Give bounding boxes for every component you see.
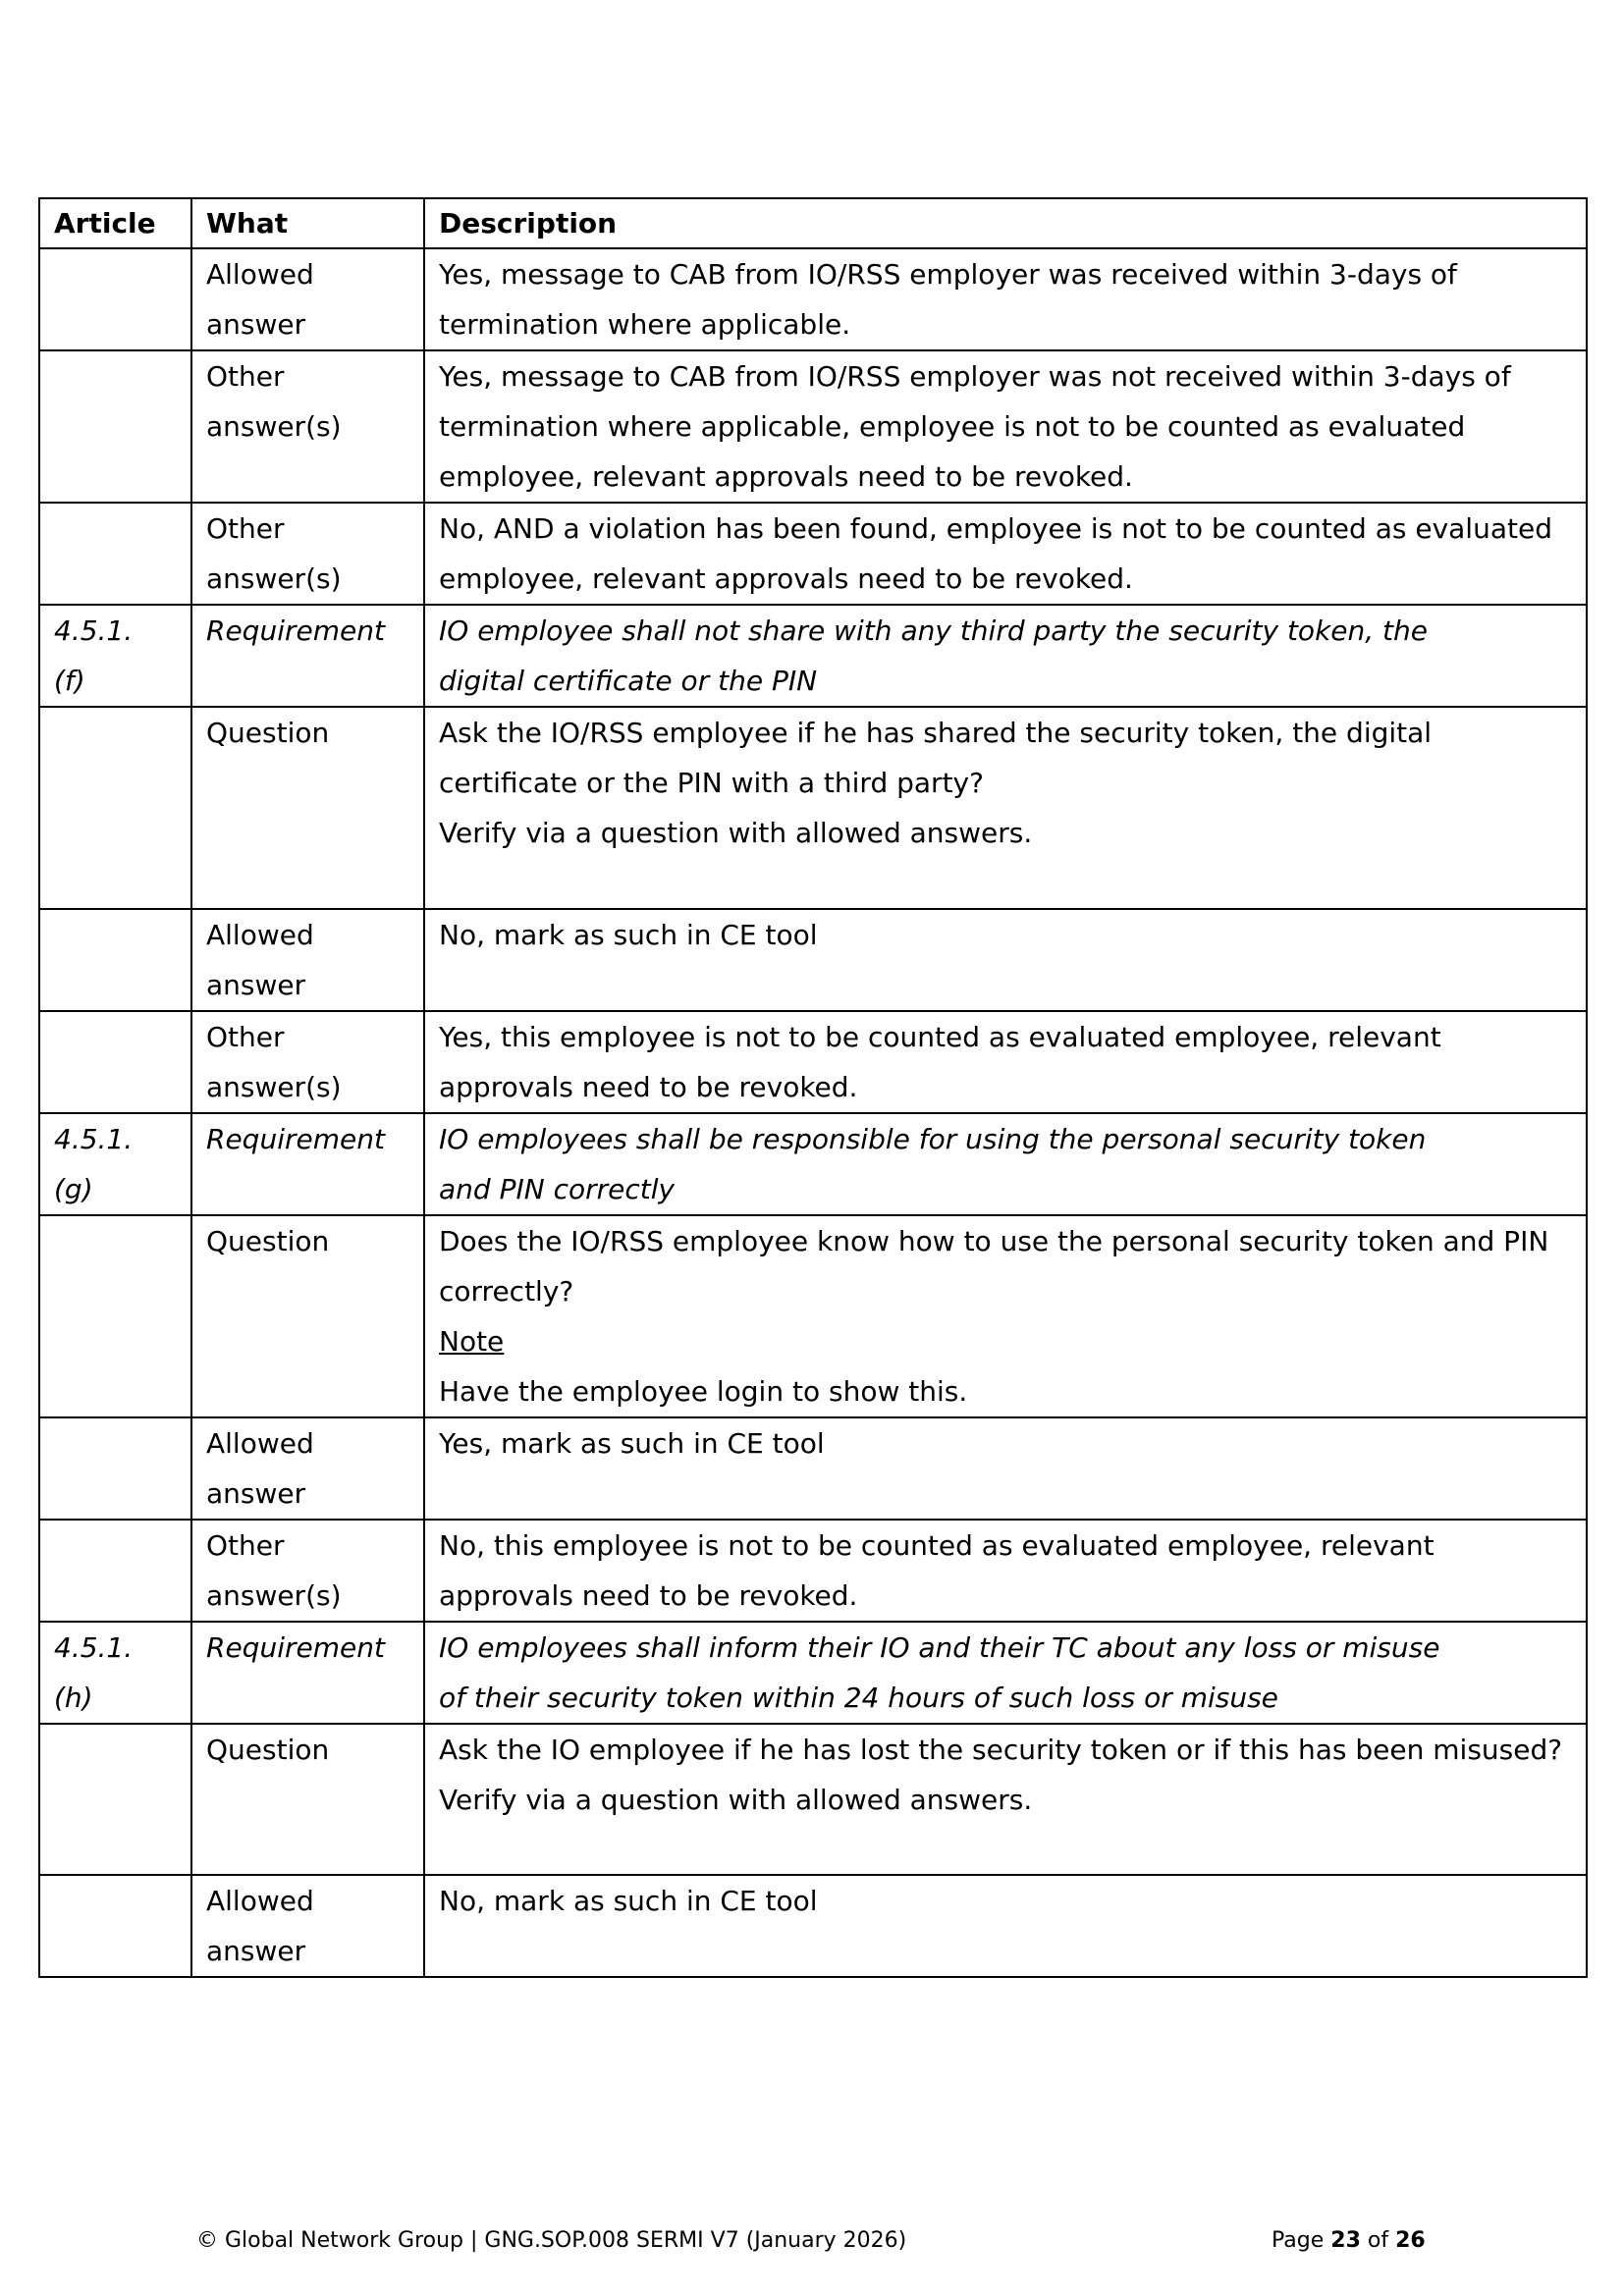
note-label: Note <box>439 1325 505 1358</box>
desc-line: employee, relevant approvals need to be revoked. <box>439 562 1133 595</box>
footer-page-number <box>1272 2226 1426 2256</box>
cell-what <box>191 503 424 605</box>
page-current: 23 <box>1330 2228 1361 2253</box>
cell-article <box>39 605 191 707</box>
what-line: Requirement <box>206 1631 385 1664</box>
what-line: Allowed <box>206 1427 314 1460</box>
what-line: Other <box>206 512 285 545</box>
cell-description <box>424 1417 1587 1520</box>
desc-line: No, AND a violation has been found, employee is not to be counted as evaluated <box>439 512 1552 545</box>
desc-line: Yes, mark as such in CE tool <box>439 1427 825 1460</box>
desc-line: Verify via a question with allowed answers. <box>439 817 1033 849</box>
desc-line: of their security token within 24 hours of such loss or misuse <box>439 1682 1278 1714</box>
table-row <box>39 909 1587 1011</box>
cell-what <box>191 909 424 1011</box>
cell-article <box>39 1520 191 1622</box>
cell-what <box>191 1875 424 1977</box>
desc-line: Yes, message to CAB from IO/RSS employer was received within 3-days of <box>439 258 1457 291</box>
desc-line: certificate or the PIN with a third party? <box>439 767 984 799</box>
requirement-row <box>39 1622 1587 1724</box>
desc-line: approvals need to be revoked. <box>439 1071 858 1103</box>
desc-line: employee, relevant approvals need to be revoked. <box>439 460 1133 493</box>
what-line: answer <box>206 308 306 341</box>
what-line: Allowed <box>206 258 314 291</box>
cell-article <box>39 707 191 909</box>
cell-description <box>424 1520 1587 1622</box>
desc-line: IO employees shall be responsible for using the personal security token <box>439 1123 1427 1155</box>
article-number: 4.5.1. <box>54 614 134 647</box>
what-line: Other <box>206 1529 285 1562</box>
what-line: answer <box>206 1477 306 1510</box>
desc-line: No, mark as such in CE tool <box>439 1885 818 1917</box>
footer-copyright: © Global Network Group | GNG.SOP.008 SERMI V7 (January 2026) <box>196 2228 907 2253</box>
cell-article <box>39 909 191 1011</box>
article-number: 4.5.1. <box>54 1631 134 1664</box>
what-line: Requirement <box>206 614 385 647</box>
desc-line: No, this employee is not to be counted as evaluated employee, relevant <box>439 1529 1435 1562</box>
what-line: answer(s) <box>206 1579 342 1612</box>
desc-line: termination where applicable, employee is not to be counted as evaluated <box>439 410 1466 443</box>
table-row <box>39 503 1587 605</box>
table-row <box>39 1520 1587 1622</box>
table-row <box>39 1215 1587 1417</box>
what-line: Allowed <box>206 919 314 951</box>
header-description: Description <box>424 198 1587 248</box>
desc-line: termination where applicable. <box>439 308 851 341</box>
cell-description <box>424 503 1587 605</box>
table-row <box>39 248 1587 350</box>
cell-article <box>39 1011 191 1113</box>
cell-what <box>191 248 424 350</box>
cell-what <box>191 1113 424 1215</box>
cell-what <box>191 1724 424 1875</box>
requirement-row <box>39 1113 1587 1215</box>
article-letter: (h) <box>54 1682 93 1714</box>
cell-article <box>39 1724 191 1875</box>
article-number: 4.5.1. <box>54 1123 134 1155</box>
cell-what <box>191 1622 424 1724</box>
what-line: answer <box>206 969 306 1001</box>
cell-requirement <box>424 1113 1587 1215</box>
cell-description <box>424 1215 1587 1417</box>
desc-line: approvals need to be revoked. <box>439 1579 858 1612</box>
cell-requirement <box>424 1622 1587 1724</box>
what-line: Question <box>206 717 330 749</box>
what-line: Allowed <box>206 1885 314 1917</box>
cell-article <box>39 1875 191 1977</box>
desc-line: Have the employee login to show this. <box>439 1375 968 1408</box>
desc-line: Verify via a question with allowed answers. <box>439 1784 1033 1816</box>
cell-description <box>424 1875 1587 1977</box>
requirement-row <box>39 605 1587 707</box>
table-row <box>39 1724 1587 1875</box>
page-of: of <box>1367 2228 1389 2253</box>
article-letter: (f) <box>54 665 85 697</box>
cell-what <box>191 1417 424 1520</box>
cell-description <box>424 1724 1587 1875</box>
cell-article <box>39 1215 191 1417</box>
what-line: answer <box>206 1935 306 1967</box>
page-word: Page <box>1272 2228 1325 2253</box>
cell-requirement <box>424 605 1587 707</box>
desc-line: Yes, this employee is not to be counted as evaluated employee, relevant <box>439 1021 1441 1053</box>
table-row <box>39 350 1587 503</box>
desc-line: IO employees shall inform their IO and their TC about any loss or misuse <box>439 1631 1440 1664</box>
what-line: Other <box>206 1021 285 1053</box>
cell-article <box>39 1113 191 1215</box>
cell-what <box>191 1520 424 1622</box>
cell-article <box>39 1622 191 1724</box>
what-line: answer(s) <box>206 410 342 443</box>
article-letter: (g) <box>54 1173 93 1205</box>
what-line: Question <box>206 1734 330 1766</box>
desc-line: No, mark as such in CE tool <box>439 919 818 951</box>
what-line: answer(s) <box>206 562 342 595</box>
what-line: Requirement <box>206 1123 385 1155</box>
what-line: answer(s) <box>206 1071 342 1103</box>
table-row <box>39 707 1587 909</box>
cell-description <box>424 707 1587 909</box>
cell-article <box>39 248 191 350</box>
cell-article <box>39 503 191 605</box>
desc-line: IO employee shall not share with any third party the security token, the <box>439 614 1429 647</box>
cell-description <box>424 909 1587 1011</box>
cell-what <box>191 1011 424 1113</box>
desc-line: and PIN correctly <box>439 1173 676 1205</box>
table-row <box>39 1875 1587 1977</box>
cell-what <box>191 350 424 503</box>
cell-what <box>191 707 424 909</box>
header-what: What <box>191 198 424 248</box>
desc-line: correctly? <box>439 1275 574 1308</box>
cell-description <box>424 248 1587 350</box>
what-line: Other <box>206 360 285 393</box>
desc-line: digital certificate or the PIN <box>439 665 818 697</box>
table-row <box>39 1417 1587 1520</box>
sop-table <box>38 197 1588 1978</box>
cell-description <box>424 1011 1587 1113</box>
what-line: Question <box>206 1225 330 1257</box>
desc-line: Ask the IO/RSS employee if he has shared the security token, the digital <box>439 717 1433 749</box>
table-header-row <box>39 198 1587 248</box>
cell-what <box>191 1215 424 1417</box>
cell-what <box>191 605 424 707</box>
cell-description <box>424 350 1587 503</box>
desc-line: Yes, message to CAB from IO/RSS employer was not received within 3-days of <box>439 360 1511 393</box>
cell-article <box>39 350 191 503</box>
page-total: 26 <box>1395 2228 1426 2253</box>
cell-article <box>39 1417 191 1520</box>
desc-line: Ask the IO employee if he has lost the security token or if this has been misused? <box>439 1734 1563 1766</box>
header-article: Article <box>39 198 191 248</box>
table-row <box>39 1011 1587 1113</box>
desc-line: Does the IO/RSS employee know how to use the personal security token and PIN <box>439 1225 1549 1257</box>
